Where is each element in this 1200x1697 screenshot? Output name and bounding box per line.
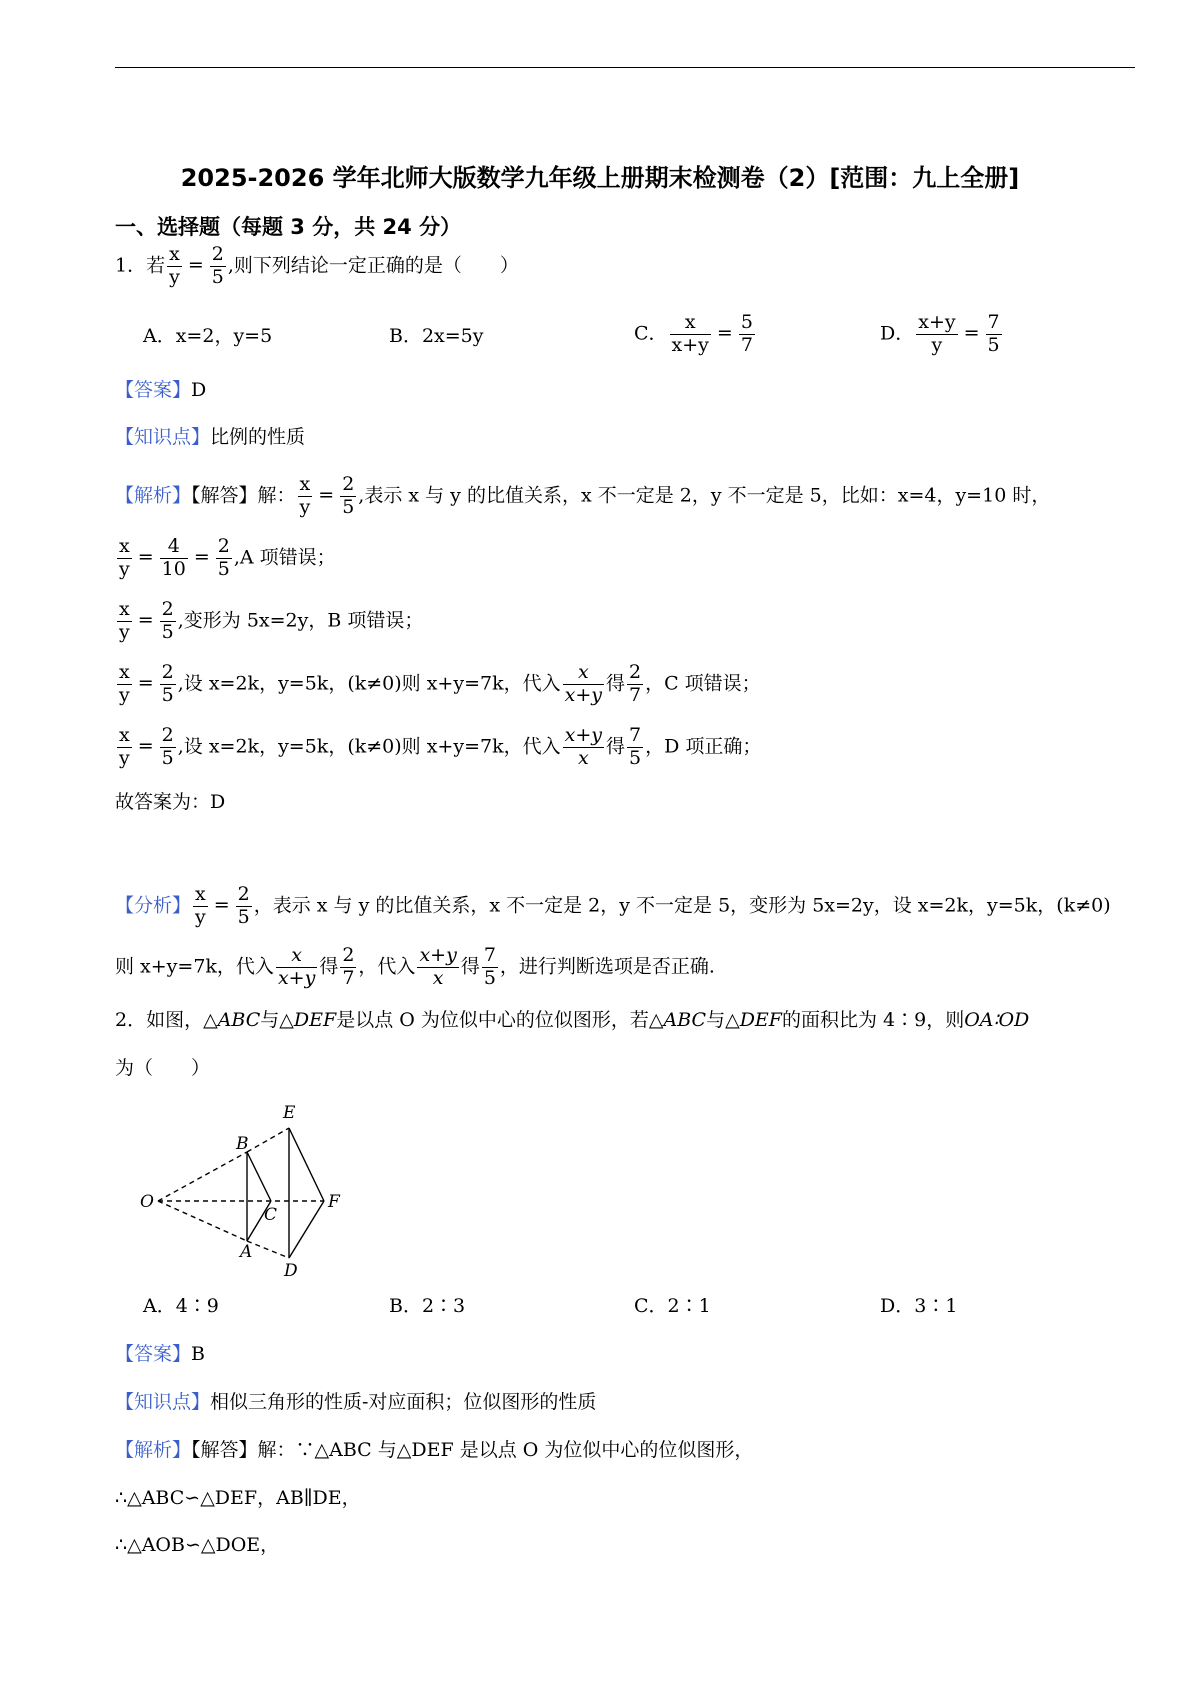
label-o: O bbox=[140, 1192, 154, 1212]
q2-solution-line-3: ∴△AOB∽△DOE， bbox=[115, 1534, 280, 1556]
line-ob bbox=[158, 1152, 247, 1201]
q2-figure bbox=[130, 1095, 370, 1281]
q1-fenxi-line-2: 则 x+y=7k，代入 $\frac{x}{x+y}$ 得 $\frac{2}{7}$ ，代入 $\frac{x+y}{x}$ 得 $\frac{7}{5}$ ，进行判断选项是否正确. bbox=[115, 944, 715, 989]
q1-option-b[interactable]: B．2x=5y bbox=[389, 325, 484, 347]
q1-option-c[interactable]: C． $\frac{x}{x+y}$ = $\frac{5}{7}$ bbox=[634, 311, 753, 356]
label-a: A bbox=[240, 1242, 253, 1262]
q1-solution-line-4: $\frac{x}{y}$ = $\frac{2}{5}$ ,设 x=2k，y=5k，(k≠0)则 x+y=7k，代入 $\frac{x}{x+y}$ 得 $\frac{2}{7}$ ，C 项错误； bbox=[119, 661, 761, 706]
q1-stem: 1．若 $\frac{x}{y}$ = $\frac{2}{5}$ ,则下列结论一定正确的是（ ） bbox=[115, 243, 519, 288]
frac-x-y: $\frac{x}{y}$ bbox=[169, 243, 180, 288]
page-title: 2025-2026 学年北师大版数学九年级上册期末检测卷（2）[范围：九上全册] bbox=[180, 164, 1020, 192]
q2-stem-line-1: 2．如图，△ABC与△DEF是以点 O 为位似中心的位似图形，若△ABC与△DEF的面积比为 4∶9，则OA∶OD bbox=[115, 1009, 1030, 1031]
label-c: C bbox=[264, 1205, 278, 1225]
segment-bc bbox=[247, 1152, 271, 1201]
frac-2-5: $\frac{2}{5}$ bbox=[211, 243, 224, 288]
q2-answer: 【答案】B bbox=[115, 1343, 205, 1365]
q2-option-a[interactable]: A．4∶9 bbox=[143, 1295, 219, 1317]
segment-fd bbox=[289, 1201, 324, 1258]
label-b: B bbox=[236, 1134, 249, 1154]
segment-ef bbox=[289, 1128, 324, 1201]
q2-stem-line-2: 为（ ） bbox=[115, 1057, 211, 1079]
q2-solution-line-1: 【解析】【解答】解：∵△ABC 与△DEF 是以点 O 为位似中心的位似图形， bbox=[115, 1439, 754, 1461]
label-f: F bbox=[328, 1192, 340, 1212]
label-e: E bbox=[283, 1103, 296, 1123]
q1-solution-line-5: $\frac{x}{y}$ = $\frac{2}{5}$ ,设 x=2k，y=5k，(k≠0)则 x+y=7k，代入 $\frac{x+y}{x}$ 得 $\frac{7}{5}$ ，D 项正确； bbox=[119, 724, 762, 769]
q1-knowledge: 【知识点】比例的性质 bbox=[115, 426, 306, 448]
q1-solution-line-1: 【解析】【解答】解： $\frac{x}{y}$ = $\frac{2}{5}$ ,表示 x 与 y 的比值关系，x 不一定是 2，y 不一定是 5，比如：x=4，y=10 时， bbox=[115, 473, 1051, 518]
q1-solution-line-2: $\frac{x}{y}$ = $\frac{4}{10}$ = $\frac{2}{5}$ ,A 项错误； bbox=[119, 535, 336, 580]
q2-option-b[interactable]: B．2∶3 bbox=[389, 1295, 466, 1317]
q2-solution-line-2: ∴△ABC∽△DEF，AB∥DE， bbox=[115, 1487, 361, 1509]
q2-knowledge: 【知识点】相似三角形的性质-对应面积；位似图形的性质 bbox=[115, 1391, 597, 1413]
line-be bbox=[247, 1128, 289, 1152]
header-rule bbox=[115, 67, 1135, 68]
q2-option-c[interactable]: C．2∶1 bbox=[634, 1295, 711, 1317]
line-oa bbox=[158, 1201, 247, 1241]
label-d: D bbox=[284, 1261, 298, 1281]
q1-solution-line-3: $\frac{x}{y}$ = $\frac{2}{5}$ ,变形为 5x=2y，B 项错误； bbox=[119, 598, 424, 643]
q1-answer: 【答案】D bbox=[115, 379, 207, 401]
q1-fenxi-line-1: 【分析】 $\frac{x}{y}$ = $\frac{2}{5}$ ，表示 x 与 y 的比值关系，x 不一定是 2，y 不一定是 5，变形为 5x=2y，设 x=2k，y=5k，(k≠0) bbox=[115, 883, 1111, 928]
q1-conclusion: 故答案为：D bbox=[115, 791, 226, 813]
q2-option-d[interactable]: D．3∶1 bbox=[880, 1295, 958, 1317]
q1-option-a[interactable]: A．x=2，y=5 bbox=[143, 325, 273, 347]
section-heading: 一、选择题（每题 3 分，共 24 分） bbox=[115, 215, 462, 239]
line-ad bbox=[247, 1241, 289, 1258]
q1-option-d[interactable]: D． $\frac{x+y}{y}$ = $\frac{7}{5}$ bbox=[880, 311, 1000, 356]
